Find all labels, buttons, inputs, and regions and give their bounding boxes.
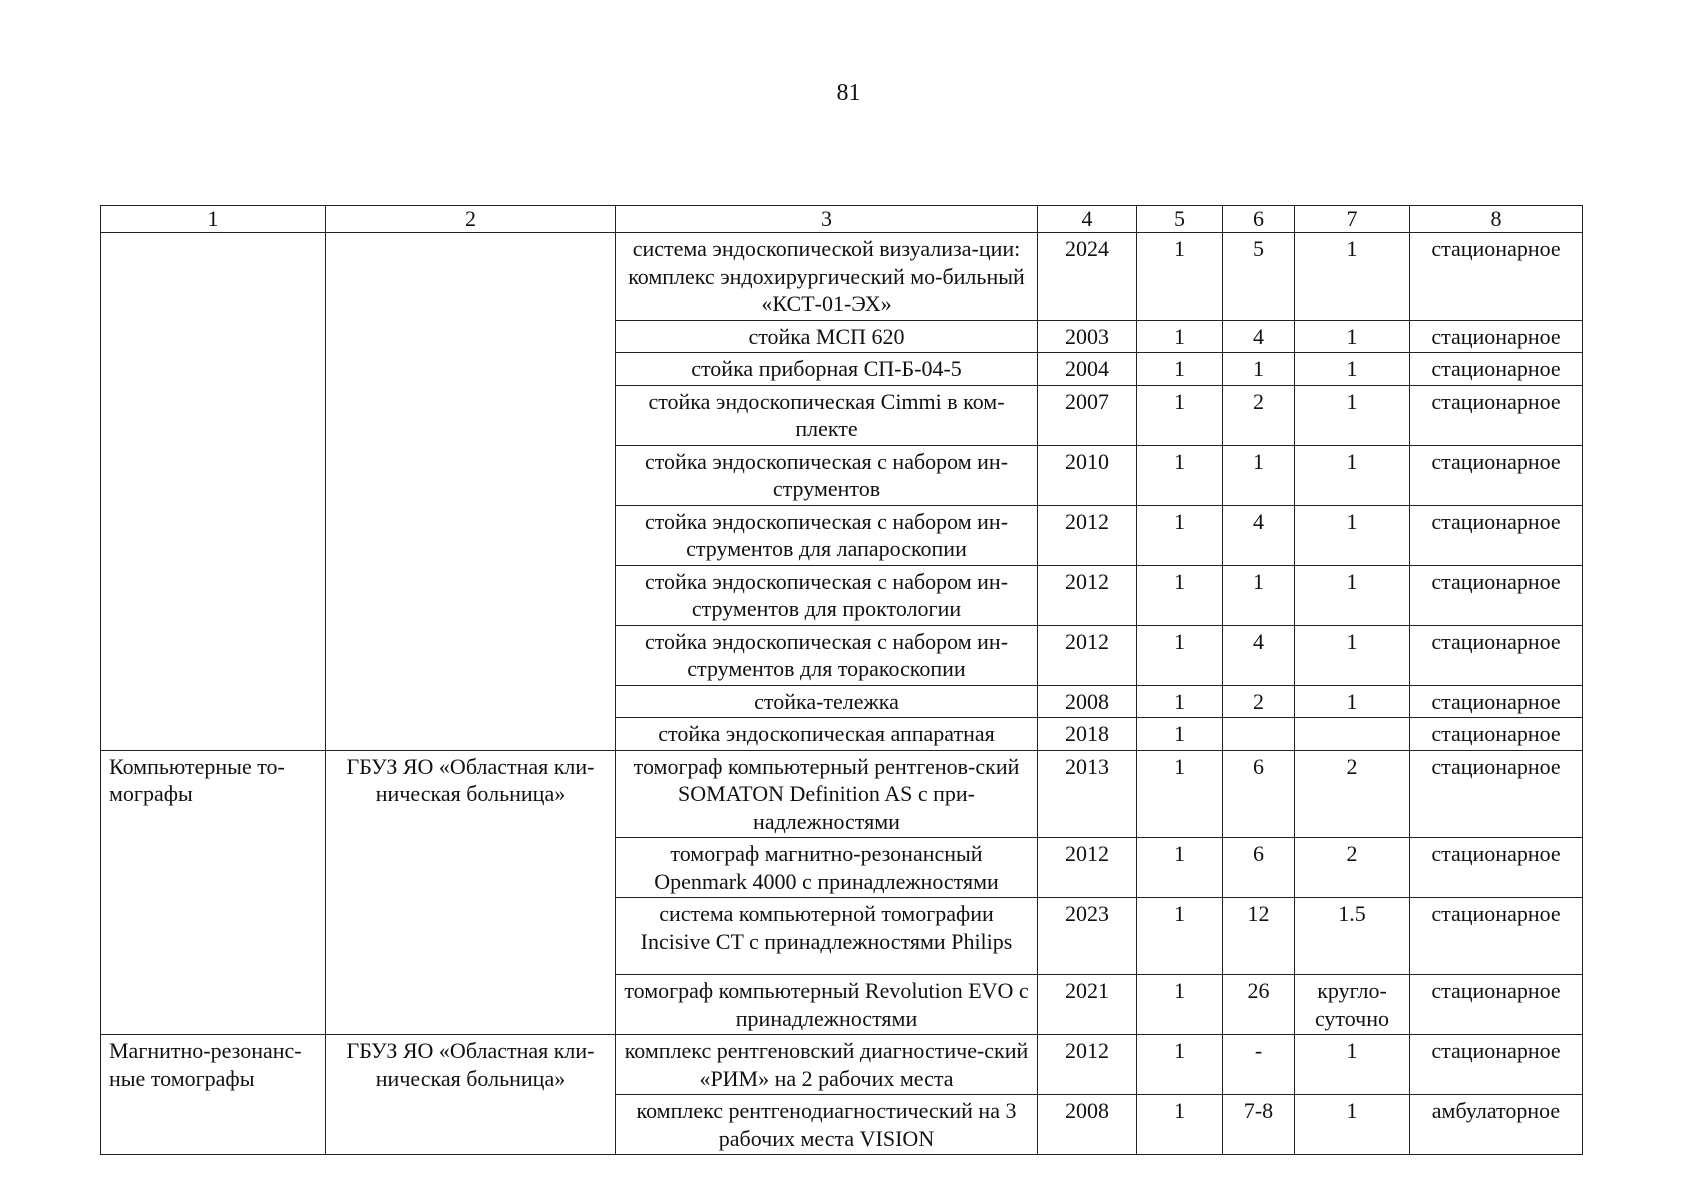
- equipment-name-cell: стойка эндоскопическая с набором ин-струментов: [616, 445, 1038, 505]
- table-body: [101, 206, 1583, 1155]
- shift-cell: 1: [1295, 685, 1410, 718]
- shift-cell: 1: [1295, 1035, 1410, 1095]
- shift-cell: 1.5: [1295, 898, 1410, 975]
- quantity-cell: 1: [1137, 975, 1223, 1035]
- shift-cell: 1: [1295, 445, 1410, 505]
- year-cell: 2012: [1038, 505, 1137, 565]
- load-cell: [1223, 718, 1295, 751]
- table-header-row: [101, 206, 1583, 233]
- year-cell: 2024: [1038, 233, 1137, 321]
- header-cell: 4: [1038, 206, 1137, 233]
- service-type-cell: стационарное: [1410, 445, 1583, 505]
- equipment-name-cell: комплекс рентгенодиагностический на 3 рабочих места VISION: [616, 1095, 1038, 1155]
- header-cell: 1: [101, 206, 326, 233]
- year-cell: 2012: [1038, 565, 1137, 625]
- equipment-type-cell: Магнитно-резонанс-ные томографы: [101, 1035, 326, 1155]
- quantity-cell: 1: [1137, 445, 1223, 505]
- year-cell: 2018: [1038, 718, 1137, 751]
- shift-cell: 2: [1295, 750, 1410, 838]
- organization-cell: ГБУЗ ЯО «Областная кли-ническая больница»: [326, 1035, 616, 1155]
- quantity-cell: 1: [1137, 505, 1223, 565]
- year-cell: 2010: [1038, 445, 1137, 505]
- quantity-cell: 1: [1137, 320, 1223, 353]
- service-type-cell: стационарное: [1410, 505, 1583, 565]
- load-cell: 12: [1223, 898, 1295, 975]
- quantity-cell: 1: [1137, 1095, 1223, 1155]
- equipment-type-cell: [101, 233, 326, 751]
- service-type-cell: стационарное: [1410, 233, 1583, 321]
- shift-cell: 1: [1295, 1095, 1410, 1155]
- equipment-type-cell: Компьютерные то-мографы: [101, 750, 326, 1035]
- quantity-cell: 1: [1137, 385, 1223, 445]
- year-cell: 2003: [1038, 320, 1137, 353]
- quantity-cell: 1: [1137, 233, 1223, 321]
- shift-cell: 1: [1295, 385, 1410, 445]
- header-cell: 8: [1410, 206, 1583, 233]
- equipment-name-cell: стойка-тележка: [616, 685, 1038, 718]
- organization-cell: [326, 233, 616, 751]
- equipment-name-cell: стойка МСП 620: [616, 320, 1038, 353]
- service-type-cell: стационарное: [1410, 838, 1583, 898]
- header-cell: 3: [616, 206, 1038, 233]
- quantity-cell: 1: [1137, 1035, 1223, 1095]
- year-cell: 2012: [1038, 838, 1137, 898]
- load-cell: 5: [1223, 233, 1295, 321]
- equipment-name-cell: стойка эндоскопическая с набором ин-струментов для торакоскопии: [616, 625, 1038, 685]
- year-cell: 2007: [1038, 385, 1137, 445]
- equipment-name-cell: система компьютерной томографии Incisive CT с принадлежностями Philips: [616, 898, 1038, 975]
- equipment-name-cell: стойка эндоскопическая с набором ин-струментов для лапароскопии: [616, 505, 1038, 565]
- load-cell: 26: [1223, 975, 1295, 1035]
- service-type-cell: стационарное: [1410, 718, 1583, 751]
- table-row: [101, 750, 1583, 838]
- load-cell: 7-8: [1223, 1095, 1295, 1155]
- shift-cell: 1: [1295, 320, 1410, 353]
- year-cell: 2021: [1038, 975, 1137, 1035]
- year-cell: 2012: [1038, 625, 1137, 685]
- equipment-name-cell: стойка эндоскопическая аппаратная: [616, 718, 1038, 751]
- table-row: [101, 233, 1583, 321]
- header-cell: 6: [1223, 206, 1295, 233]
- load-cell: 2: [1223, 385, 1295, 445]
- quantity-cell: 1: [1137, 838, 1223, 898]
- service-type-cell: стационарное: [1410, 898, 1583, 975]
- shift-cell: 1: [1295, 505, 1410, 565]
- service-type-cell: стационарное: [1410, 385, 1583, 445]
- load-cell: 6: [1223, 838, 1295, 898]
- shift-cell: 1: [1295, 565, 1410, 625]
- organization-cell: ГБУЗ ЯО «Областная кли-ническая больница»: [326, 750, 616, 1035]
- year-cell: 2008: [1038, 685, 1137, 718]
- quantity-cell: 1: [1137, 750, 1223, 838]
- equipment-name-cell: томограф компьютерный рентгенов-ский SOMATON Definition AS с при-надлежностями: [616, 750, 1038, 838]
- load-cell: 4: [1223, 625, 1295, 685]
- header-cell: 7: [1295, 206, 1410, 233]
- equipment-name-cell: стойка эндоскопическая с набором ин-струментов для проктологии: [616, 565, 1038, 625]
- service-type-cell: стационарное: [1410, 750, 1583, 838]
- header-cell: 5: [1137, 206, 1223, 233]
- service-type-cell: стационарное: [1410, 320, 1583, 353]
- service-type-cell: стационарное: [1410, 1035, 1583, 1095]
- year-cell: 2004: [1038, 353, 1137, 386]
- shift-cell: 2: [1295, 838, 1410, 898]
- quantity-cell: 1: [1137, 353, 1223, 386]
- quantity-cell: 1: [1137, 685, 1223, 718]
- page-number: 81: [836, 80, 861, 106]
- load-cell: 1: [1223, 565, 1295, 625]
- year-cell: 2023: [1038, 898, 1137, 975]
- service-type-cell: стационарное: [1410, 975, 1583, 1035]
- service-type-cell: стационарное: [1410, 353, 1583, 386]
- shift-cell: [1295, 718, 1410, 751]
- quantity-cell: 1: [1137, 898, 1223, 975]
- service-type-cell: стационарное: [1410, 565, 1583, 625]
- equipment-table: [100, 205, 1583, 1155]
- quantity-cell: 1: [1137, 625, 1223, 685]
- load-cell: 2: [1223, 685, 1295, 718]
- load-cell: 4: [1223, 505, 1295, 565]
- header-cell: 2: [326, 206, 616, 233]
- equipment-name-cell: томограф магнитно-резонансный Openmark 4000 с принадлежностями: [616, 838, 1038, 898]
- shift-cell: кругло-суточно: [1295, 975, 1410, 1035]
- equipment-name-cell: томограф компьютерный Revolution EVO с принадлежностями: [616, 975, 1038, 1035]
- service-type-cell: амбулаторное: [1410, 1095, 1583, 1155]
- load-cell: 1: [1223, 353, 1295, 386]
- load-cell: 1: [1223, 445, 1295, 505]
- year-cell: 2008: [1038, 1095, 1137, 1155]
- load-cell: 4: [1223, 320, 1295, 353]
- quantity-cell: 1: [1137, 718, 1223, 751]
- equipment-name-cell: комплекс рентгеновский диагностиче-ский «РИМ» на 2 рабочих места: [616, 1035, 1038, 1095]
- load-cell: -: [1223, 1035, 1295, 1095]
- quantity-cell: 1: [1137, 565, 1223, 625]
- shift-cell: 1: [1295, 353, 1410, 386]
- equipment-name-cell: стойка эндоскопическая Cimmi в ком-плекте: [616, 385, 1038, 445]
- load-cell: 6: [1223, 750, 1295, 838]
- year-cell: 2012: [1038, 1035, 1137, 1095]
- table-row: [101, 1035, 1583, 1095]
- shift-cell: 1: [1295, 233, 1410, 321]
- equipment-name-cell: стойка приборная СП-Б-04-5: [616, 353, 1038, 386]
- shift-cell: 1: [1295, 625, 1410, 685]
- year-cell: 2013: [1038, 750, 1137, 838]
- service-type-cell: стационарное: [1410, 685, 1583, 718]
- equipment-name-cell: система эндоскопической визуализа-ции: комплекс эндохирургический мо-бильный «КСТ-01-ЭХ»: [616, 233, 1038, 321]
- service-type-cell: стационарное: [1410, 625, 1583, 685]
